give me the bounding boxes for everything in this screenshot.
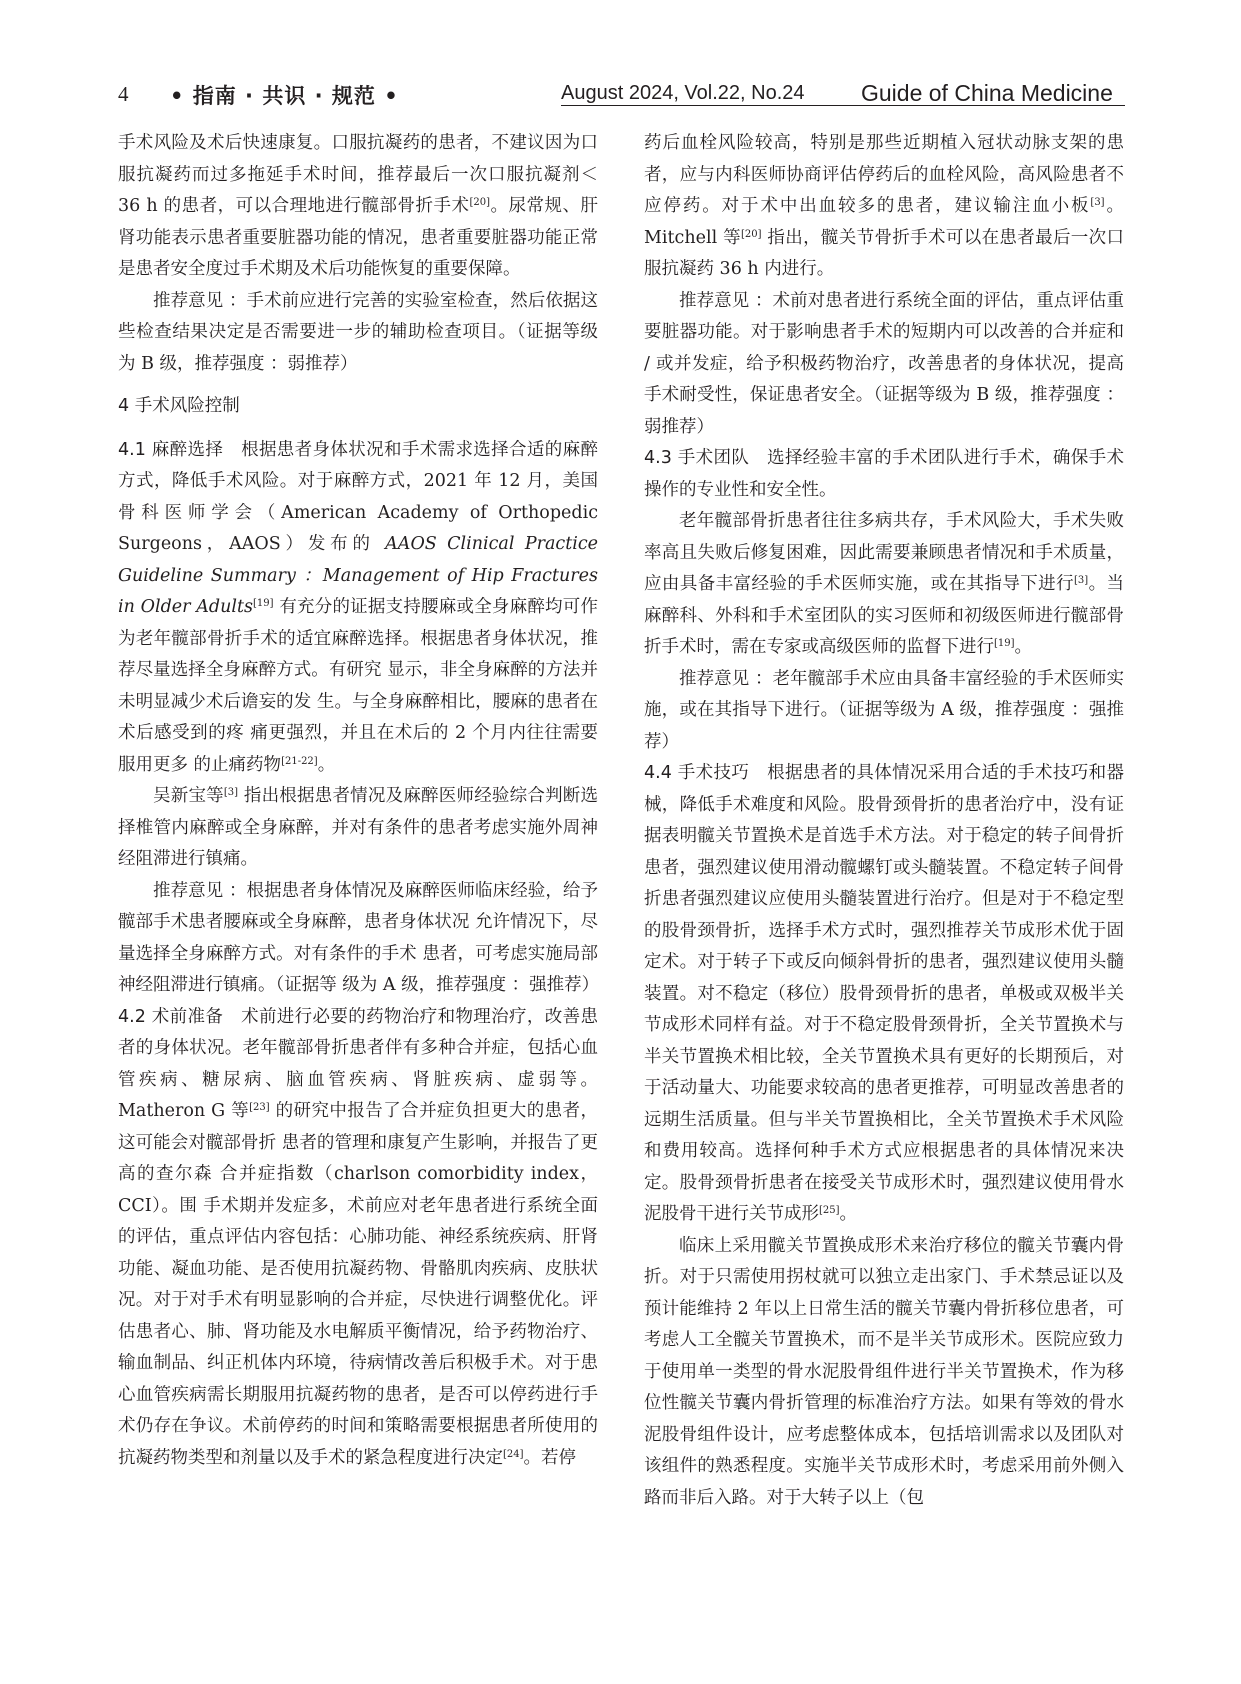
left-column bbox=[118, 128, 598, 1474]
paragraph: 手术风险及术后快速康复。口服抗凝药的患者，不建议因为口服抗凝药而过多拖延手术时间，推荐最后一次口服抗凝剂＜ 36 h 的患者，可以合理地进行髋部骨折手术[20]。尿常规、肝肾功能表示患者重要脏器功能的情况，患者重要脏器功能正常是患者安全度过手术期及术后功能恢复的重要保障。 bbox=[118, 133, 598, 279]
subsection-title: 4.2 术前准备 bbox=[118, 1006, 224, 1027]
citation: [20] bbox=[469, 197, 491, 208]
recommendation: 推荐意见 ：术前对患者进行系统全面的评估，重点评估重要脏器功能。对于影响患者手术的短期内可以改善的合并症和 / 或并发症，给予积极药物治疗，改善患者的身体状况，提高手术耐受性，保证患者安全。（证据等级为 B 级，推荐强度 ：弱推荐） bbox=[644, 290, 1124, 437]
paragraph: 临床上采用髋关节置换成形术来治疗移位的髋关节囊内骨折。对于只需使用拐杖就可以独立走出家门、手术禁忌证以及预计能维持 2 年以上日常生活的髋关节囊内骨折移位患者，可考虑人工全髋关节置换术，而不是半关节成形术。医院应致力于使用单一类型的骨水泥股骨组件进行半关节置换术，作为移位性髋关节囊内骨折管理的标准治疗方法。如果有等效的骨水泥股骨组件设计，应考虑整体成本，包括培训需求以及团队对该组件的熟悉程度。实施半关节成形术时，考虑采用前外侧入路而非后入路。对于大转子以上（包 bbox=[644, 1235, 1124, 1508]
citation: [3] bbox=[223, 787, 239, 798]
citation: [3] bbox=[1090, 197, 1105, 208]
section-label: • 指南 · 共识 · 规范 • bbox=[170, 84, 399, 108]
subsection-title: 4.1 麻醉选择 bbox=[118, 439, 224, 460]
right-column bbox=[644, 128, 1124, 1514]
paragraph: 药后血栓风险较高，特别是那些近期植入冠状动脉支架的患者，应与内科医师协商评估停药后的血栓风险，高风险患者不应停药。对于术中出血较多的患者，建议输注血小板[3]。Mitchell 等[20] 指出，髋关节骨折手术可以在患者最后一次口服抗凝药 36 h 内进行。 bbox=[644, 133, 1125, 279]
journal-name: Guide of China Medicine bbox=[861, 80, 1113, 106]
subsection-4-1: 4.1 麻醉选择 根据患者身体状况和手术需求选择合适的麻醉方式，降低手术风险。对于麻醉方式，2021 年 12 月，美国骨科医师学会（American Academy of Orthopedic Surgeons，AAOS）发布的 AAOS Clinical Practice Guideline Summary ：Management of Hip Fractures in Older Adults[19] 有充分的证据支持腰麻或全身麻醉均可作为老年髋部骨折手术的适宜麻醉选择。根据患者身体状况，推荐尽量选择全身麻醉方式。有研究 显示，非全身麻醉的方法并未明显减少术后谵妄的发 生。与全身麻醉相比，腰麻的患者在术后感受到的疼 痛更强烈，并且在术后的 2 个月内往往需要服用更多 的止痛药物[21-22]。 bbox=[118, 439, 598, 775]
subsection-4-4: 4.4 手术技巧 根据患者的具体情况采用合适的手术技巧和器械，降低手术难度和风险。股骨颈骨折的患者治疗中，没有证据表明髋关节置换术是首选手术方法。对于稳定的转子间骨折患者，强烈建议使用滑动髋螺钉或头髓装置。不稳定转子间骨折患者强烈建议应使用头髓装置进行治疗。但是对于不稳定型的股骨颈骨折，选择手术方式时，强烈推荐关节成形术优于固定术。对于转子下或反向倾斜骨折的患者，强烈建议使用头髓装置。对不稳定（移位）股骨颈骨折的患者，单极或双极半关节成形术同样有益。对于不稳定股骨颈骨折，全关节置换术与半关节置换术相比较，全关节置换术具有更好的长期预后，对于活动量大、功能要求较高的患者更推荐，可明显改善患者的远期生活质量。但与半关节置换相比，全关节置换术手术风险和费用较高。选择何种手术方式应根据患者的具体情况来决定。股骨颈骨折患者在接受关节成形术时，强烈建议使用骨水泥股骨干进行关节成形[25]。 bbox=[644, 763, 1124, 1224]
issue-info: August 2024, Vol.22, No.24 bbox=[561, 82, 805, 104]
recommendation: 推荐意见 ：老年髋部手术应由具备丰富经验的手术医师实施，或在其指导下进行。（证据等级为 A 级，推荐强度 ：强推荐） bbox=[644, 668, 1124, 752]
recommendation: 推荐意见 ：根据患者身体情况及麻醉医师临床经验，给予髋部手术患者腰麻或全身麻醉，患者身体状况 允许情况下，尽量选择全身麻醉方式。对有条件的手术 患者，可考虑实施局部神经阻滞进行镇痛。（证据等 级为 A 级，推荐强度 ：强推荐） bbox=[118, 880, 600, 995]
subsection-title: 4.4 手术技巧 bbox=[644, 763, 750, 783]
citation: [23] bbox=[249, 1102, 270, 1113]
paragraph: 吴新宝等[3] 指出根据患者情况及麻醉医师经验综合判断选择椎管内麻醉或全身麻醉，并对有条件的患者考虑实施外周神经阻滞进行镇痛。 bbox=[118, 786, 599, 869]
citation: [24] bbox=[503, 1448, 524, 1460]
section-heading: 4 手术风险控制 bbox=[118, 396, 240, 416]
subsection-4-2: 4.2 术前准备 术前进行必要的药物治疗和物理治疗，改善患者的身体状况。老年髋部骨折患者伴有多种合并症，包括心血管疾病、糖尿病、脑血管疾病、肾脏疾病、虚弱等。Matheron G 等[23] 的研究中报告了合并症负担更大的患者，这可能会对髋部骨折 患者的管理和康复产生影响，并报告了更高的查尔森 合并症指数（charlson comorbidity index，CCI）。围 手术期并发症多，术前应对老年患者进行系统全面的评估，重点评估内容包括：心肺功能、神经系统疾病、肝肾功能、凝血功能、是否使用抗凝药物、骨骼肌肉疾病、皮肤状况。对于对手术有明显影响的合并症，尽快进行调整优化。评估患者心、肺、肾功能及水电解质平衡情况，给予药物治疗、输血制品、纠正机体内环境，待病情改善后积极手术。对于患心血管疾病需长期服用抗凝药物的患者，是否可以停药进行手术仍存在争议。术前停药的时间和策略需要根据患者所使用的抗凝药物类型和剂量以及手术的紧急程度进行决定[24]。若停 bbox=[118, 1006, 598, 1468]
citation: [19] bbox=[253, 598, 274, 609]
subsection-4-3: 4.3 手术团队 选择经验丰富的手术团队进行手术，确保手术操作的专业性和安全性。 bbox=[644, 448, 1124, 500]
citation: [20] bbox=[740, 228, 762, 240]
citation: [21-22] bbox=[281, 755, 318, 767]
page-number: 4 bbox=[118, 82, 129, 106]
paragraph: 老年髋部骨折患者往往多病共存，手术风险大，手术失败率高且失败后修复困难，因此需要兼顾患者情况和手术质量，应由具备丰富经验的手术医师实施，或在其指导下进行[3]。当麻醉科、外科和手术室团队的实习医师和初级医师进行髋部骨折手术时，需在专家或高级医师的监督下进行[19]。 bbox=[644, 511, 1125, 657]
citation: [3] bbox=[1074, 575, 1089, 586]
header-rule bbox=[561, 105, 1125, 106]
citation: [25] bbox=[819, 1205, 840, 1216]
running-header bbox=[0, 80, 1241, 120]
citation: [19] bbox=[994, 638, 1015, 649]
recommendation: 推荐意见 ：手术前应进行完善的实验室检查，然后依据这些检查结果决定是否需要进一步的辅助检查项目。（证据等级为 B 级，推荐强度 ：弱推荐） bbox=[118, 290, 598, 374]
guideline-title: AAOS Clinical Practice Guideline Summary ：Management of Hip Fractures in Older Adults bbox=[118, 534, 598, 617]
subsection-title: 4.3 手术团队 bbox=[644, 448, 750, 468]
